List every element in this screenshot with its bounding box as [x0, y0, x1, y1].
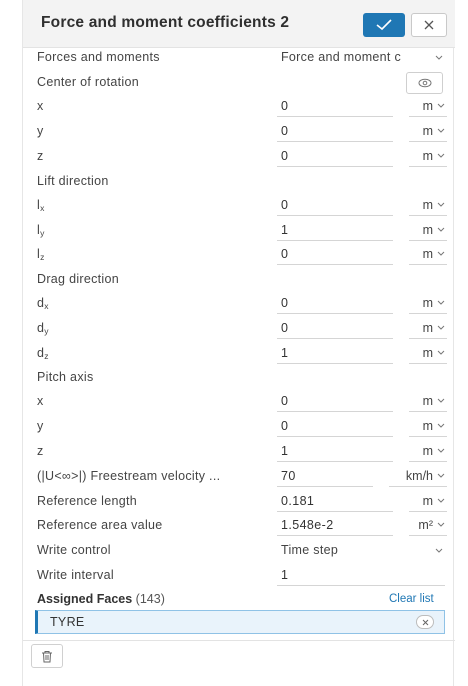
- reference-length-row: [23, 490, 455, 514]
- cor-y-label: y: [37, 124, 44, 138]
- reference-area-unit: m²: [418, 518, 433, 532]
- assigned-faces-count: (143): [135, 592, 165, 606]
- reference-length-unit-select[interactable]: [409, 490, 447, 512]
- pitch-axis-label: Pitch axis: [37, 370, 94, 384]
- forces-and-moments-select[interactable]: [277, 46, 447, 68]
- drag-y-row: [23, 317, 455, 341]
- panel-title: Force and moment coefficients 2: [41, 14, 290, 31]
- cor-z-label: z: [37, 149, 44, 163]
- drag-z-unit: m: [422, 346, 433, 360]
- reference-area-row: [23, 514, 455, 538]
- cor-y-input[interactable]: 0: [277, 120, 393, 142]
- cor-x-label: x: [37, 99, 44, 113]
- assigned-faces-title: Assigned Faces: [37, 592, 133, 606]
- write-control-label: Write control: [37, 543, 111, 557]
- assigned-faces-heading: [37, 592, 165, 606]
- reference-length-input[interactable]: 0.181: [277, 490, 393, 512]
- cor-x-input[interactable]: 0: [277, 95, 393, 117]
- chevron-down-icon: [437, 128, 445, 134]
- check-icon: [375, 18, 393, 32]
- cor-z-row: [23, 145, 455, 169]
- cor-z-unit: m: [422, 149, 433, 163]
- chevron-down-icon: [437, 398, 445, 404]
- chevron-down-icon: [437, 202, 445, 208]
- cor-z-input[interactable]: 0: [277, 145, 393, 167]
- view-point-button[interactable]: [406, 72, 443, 94]
- pitch-z-unit: m: [422, 444, 433, 458]
- pitch-axis-row: [23, 366, 455, 390]
- pitch-x-row: [23, 390, 455, 414]
- pitch-x-label: x: [37, 394, 44, 408]
- freestream-velocity-unit-select[interactable]: [389, 465, 447, 487]
- write-control-select[interactable]: [277, 539, 447, 561]
- lift-y-unit: m: [422, 223, 433, 237]
- drag-x-unit: m: [422, 296, 433, 310]
- pitch-y-input[interactable]: 0: [277, 415, 393, 437]
- lift-y-input[interactable]: 1: [277, 219, 393, 241]
- reference-area-label: Reference area value: [37, 518, 163, 532]
- chevron-down-icon: [437, 227, 445, 233]
- drag-x-label: $d_x$: [37, 296, 49, 311]
- drag-direction-row: [23, 268, 455, 292]
- pitch-x-input[interactable]: 0: [277, 390, 393, 412]
- remove-face-button[interactable]: [416, 615, 434, 629]
- forces-and-moments-label: Forces and moments: [37, 50, 160, 64]
- pitch-y-label: y: [37, 419, 44, 433]
- chevron-down-icon: [437, 473, 445, 479]
- drag-x-unit-select[interactable]: [409, 292, 447, 314]
- write-control-row: [23, 539, 455, 563]
- pitch-z-input[interactable]: 1: [277, 440, 393, 462]
- lift-x-unit-select[interactable]: [409, 194, 447, 216]
- close-icon: [423, 19, 435, 31]
- chevron-down-icon[interactable]: [435, 548, 443, 554]
- chevron-down-icon[interactable]: [435, 55, 443, 61]
- forces-and-moments-value: Force and moment c: [281, 50, 402, 64]
- freestream-velocity-row: [23, 465, 455, 489]
- write-interval-label: Write interval: [37, 568, 114, 582]
- lift-x-unit: m: [422, 198, 433, 212]
- pitch-z-unit-select[interactable]: [409, 440, 447, 462]
- chevron-down-icon: [437, 153, 445, 159]
- drag-z-row: [23, 342, 455, 366]
- write-control-value: Time step: [281, 543, 339, 557]
- write-interval-input[interactable]: 1: [277, 564, 445, 586]
- chevron-down-icon: [437, 325, 445, 331]
- confirm-button[interactable]: [363, 13, 405, 37]
- assigned-face-label: TYRE: [50, 615, 85, 629]
- drag-y-label: $d_y$: [37, 321, 49, 336]
- chevron-down-icon: [437, 448, 445, 454]
- drag-x-row: [23, 292, 455, 316]
- cor-z-unit-select[interactable]: [409, 145, 447, 167]
- drag-y-unit: m: [422, 321, 433, 335]
- pitch-x-unit-select[interactable]: [409, 390, 447, 412]
- lift-y-label: $l_y$: [37, 223, 45, 238]
- pitch-x-unit: m: [422, 394, 433, 408]
- assigned-face-item[interactable]: [35, 610, 445, 634]
- delete-button[interactable]: [31, 644, 63, 668]
- trash-icon: [41, 650, 53, 663]
- pitch-z-row: [23, 440, 455, 464]
- close-icon: [422, 619, 429, 626]
- cor-x-unit-select[interactable]: [409, 95, 447, 117]
- lift-z-label: $l_z$: [37, 247, 45, 262]
- lift-x-row: [23, 194, 455, 218]
- lift-direction-row: [23, 170, 455, 194]
- center-of-rotation-row: [23, 71, 455, 95]
- lift-y-row: [23, 219, 455, 243]
- freestream-velocity-unit: km/h: [405, 469, 433, 483]
- pitch-y-unit-select[interactable]: [409, 415, 447, 437]
- cor-y-unit: m: [422, 124, 433, 138]
- chevron-down-icon: [437, 300, 445, 306]
- chevron-down-icon: [437, 423, 445, 429]
- lift-y-unit-select[interactable]: [409, 219, 447, 241]
- lift-x-label: $l_x$: [37, 198, 45, 213]
- freestream-velocity-label: (|U<∞>|) Freestream velocity ...: [37, 469, 221, 483]
- freestream-velocity-input[interactable]: 70: [277, 465, 373, 487]
- cor-x-row: [23, 95, 455, 119]
- cancel-button[interactable]: [411, 13, 447, 37]
- eye-icon: [418, 78, 432, 88]
- panel-header: [23, 0, 455, 48]
- drag-z-label: $d_z$: [37, 346, 49, 361]
- pitch-y-row: [23, 415, 455, 439]
- drag-y-input[interactable]: 0: [277, 317, 393, 339]
- lift-z-unit-select[interactable]: [409, 243, 447, 265]
- reference-area-input[interactable]: 1.548e-2: [277, 514, 393, 536]
- drag-x-input[interactable]: 0: [277, 292, 393, 314]
- cor-y-unit-select[interactable]: [409, 120, 447, 142]
- chevron-down-icon: [437, 498, 445, 504]
- chevron-down-icon: [437, 103, 445, 109]
- reference-area-unit-select[interactable]: [409, 514, 447, 536]
- forces-and-moments-row: [23, 46, 455, 70]
- drag-direction-label: Drag direction: [37, 272, 120, 286]
- reference-length-label: Reference length: [37, 494, 138, 508]
- chevron-down-icon: [437, 350, 445, 356]
- lift-direction-label: Lift direction: [37, 174, 109, 188]
- write-interval-row: [23, 564, 455, 588]
- footer-divider: [23, 640, 455, 641]
- chevron-down-icon: [437, 522, 445, 528]
- force-moment-coefficients-panel: [22, 0, 454, 686]
- pitch-z-label: z: [37, 444, 44, 458]
- lift-z-unit: m: [422, 247, 433, 261]
- lift-x-input[interactable]: 0: [277, 194, 393, 216]
- center-of-rotation-label: Center of rotation: [37, 75, 139, 89]
- drag-z-input[interactable]: 1: [277, 342, 393, 364]
- drag-z-unit-select[interactable]: [409, 342, 447, 364]
- cor-y-row: [23, 120, 455, 144]
- pitch-y-unit: m: [422, 419, 433, 433]
- lift-z-input[interactable]: 0: [277, 243, 393, 265]
- chevron-down-icon: [437, 251, 445, 257]
- reference-length-unit: m: [422, 494, 433, 508]
- lift-z-row: [23, 243, 455, 267]
- drag-y-unit-select[interactable]: [409, 317, 447, 339]
- clear-list-link[interactable]: Clear list: [389, 593, 434, 605]
- cor-x-unit: m: [422, 99, 433, 113]
